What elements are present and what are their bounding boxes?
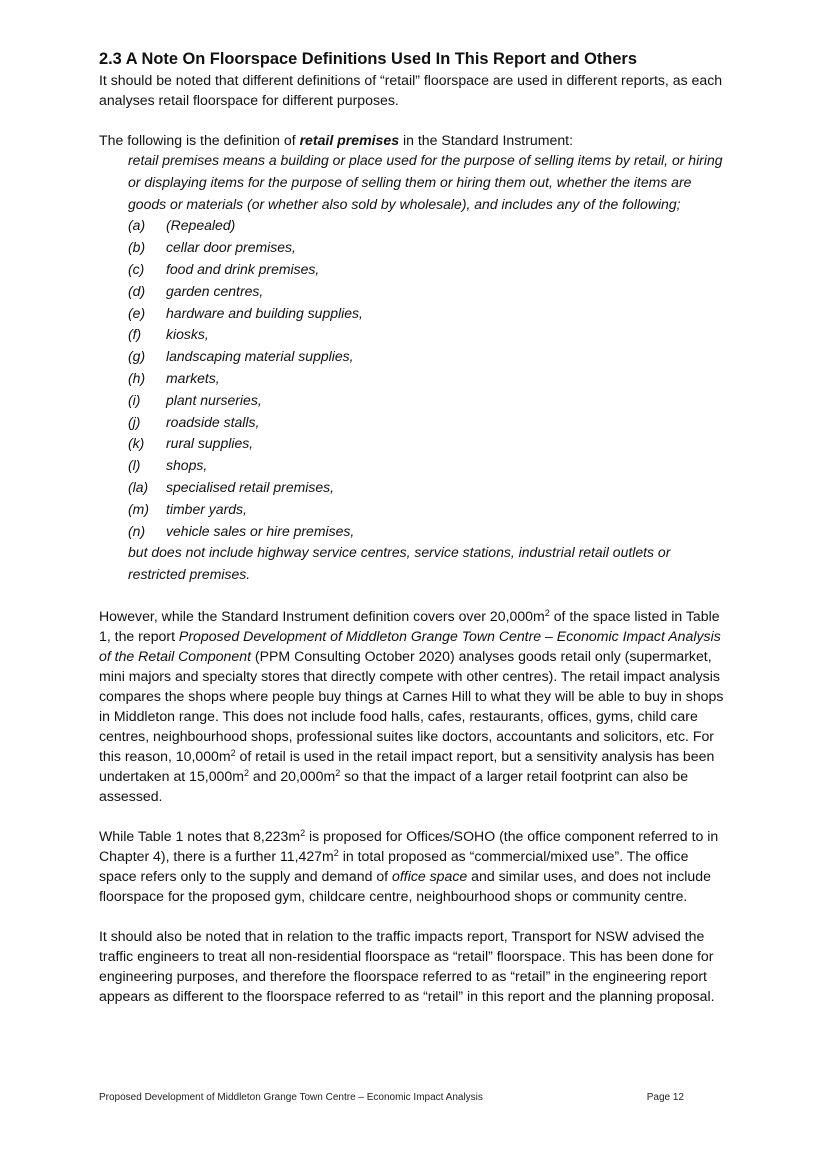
list-item <box>128 412 729 434</box>
list-item-text: food and drink premises, <box>166 260 320 277</box>
page-footer <box>99 1091 684 1104</box>
definition-lead-before: The following is the definition of <box>99 132 300 148</box>
intro-paragraph: It should be noted that different definitions of “retail” floorspace are used in different reports, as each analyses retail floorspace for different purposes. <box>99 72 723 108</box>
list-item-text: landscaping material supplies, <box>166 348 354 365</box>
superscript: 2 <box>333 847 339 858</box>
text-run: so that the impact of a larger retail footprint can also be assessed. <box>99 767 689 804</box>
list-item-text: plant nurseries, <box>166 391 262 408</box>
superscript: 2 <box>335 767 341 778</box>
report-title-italic: Proposed Development of Middleton Grange Town Centre – Economic Impact Analysis of the Retail Component <box>99 627 721 664</box>
list-item-text: kiosks, <box>166 326 209 343</box>
list-item-label: (e) <box>128 304 146 321</box>
text-run: (PPM Consulting October 2020) analyses goods retail only (supermarket, mini majors and specialty stores that directly compete with other centres). The retail impact analysis compares the shops where people buy things at Carnes Hill to what they will be able to buy in shops in Middleton range. This does not include food halls, cafes, restaurants, offices, gyms, child care centres, neighbourhood shops, professional suites like doctors, accountants and solicitors, etc. For this reason, 10,000m <box>99 647 724 764</box>
list-item-text: (Repealed) <box>166 217 236 234</box>
list-item-label: (h) <box>128 369 146 386</box>
footer-title: Proposed Development of Middleton Grange Town Centre – Economic Impact Analysis <box>99 1092 483 1103</box>
list-item-text: cellar door premises, <box>166 239 296 256</box>
list-item-label: (a) <box>128 217 146 234</box>
page-content <box>99 49 729 1006</box>
list-item-text: rural supplies, <box>166 435 254 452</box>
section-heading: 2.3 A Note On Floorspace Definitions Used In This Report and Others <box>99 50 637 68</box>
text-run: of retail is used in the retail impact report, but a sensitivity analysis has been undertaken at 15,000m <box>99 747 715 784</box>
list-item <box>128 346 729 368</box>
definition-closing: but does not include highway service centres, service stations, industrial retail outlets or restricted premises. <box>128 544 671 583</box>
definition-lead-term: retail premises <box>299 132 400 148</box>
list-item-text: timber yards, <box>166 500 247 517</box>
list-item <box>128 237 729 259</box>
list-item <box>128 390 729 412</box>
superscript: 2 <box>544 607 550 618</box>
definition-body: retail premises means a building or place used for the purpose of selling items by retail, or hiring or displaying items for the purpose of selling them or hiring them out, whether the items are goods or materials (or whether also sold by wholesale), and includes any of the following; <box>128 152 723 212</box>
list-item-text: roadside stalls, <box>166 413 260 430</box>
office-space-italic: office space <box>392 867 468 884</box>
definition-lead-after: in the Standard Instrument: <box>399 132 573 148</box>
superscript: 2 <box>243 767 249 778</box>
definition-lead <box>99 130 729 150</box>
list-item-label: (b) <box>128 239 146 256</box>
list-item-label: (g) <box>128 348 146 365</box>
list-item-text: garden centres, <box>166 282 264 299</box>
list-item <box>128 521 729 543</box>
list-item <box>128 368 729 390</box>
superscript: 2 <box>230 747 236 758</box>
traffic-paragraph: It should also be noted that in relation to the traffic impacts report, Transport for NSW advised the traffic engineers to treat all non-residential floorspace as “retail” floorspace. This has been done for engineering purposes, and therefore the floorspace referred to as “retail” in the engineering report appears as different to the floorspace referred to as “retail” in this report and the planning proposal. <box>99 927 715 1004</box>
list-item-label: (l) <box>128 457 141 474</box>
list-item-label: (j) <box>128 413 141 430</box>
list-item <box>128 477 729 499</box>
text-run: While Table 1 notes that 8,223m <box>99 827 301 844</box>
text-run: is proposed for Offices/SOHO (the office component referred to in Chapter 4), there is a further 11,427m <box>99 827 719 864</box>
list-item <box>128 215 729 237</box>
list-item <box>128 281 729 303</box>
list-item-text: shops, <box>166 457 208 474</box>
office-space-paragraph <box>99 826 729 906</box>
text-run: However, while the Standard Instrument definition covers over 20,000m <box>99 607 545 624</box>
list-item-label: (c) <box>128 260 145 277</box>
list-item-text: markets, <box>166 369 220 386</box>
list-item-text: vehicle sales or hire premises, <box>166 522 355 539</box>
list-item-label: (i) <box>128 391 141 408</box>
list-item-text: hardware and building supplies, <box>166 304 363 321</box>
list-item-label: (d) <box>128 282 146 299</box>
list-item-label: (f) <box>128 326 142 343</box>
superscript: 2 <box>300 827 306 838</box>
text-run: of the space listed in Table 1, the report <box>99 607 720 644</box>
text-run: in total proposed as “commercial/mixed use”. The office space refers only to the supply and demand of <box>99 847 689 884</box>
list-item-text: specialised retail premises, <box>166 478 335 495</box>
list-item <box>128 259 729 281</box>
definition-block <box>99 150 729 586</box>
standard-instrument-paragraph <box>99 606 729 806</box>
list-item-label: (la) <box>128 478 149 495</box>
list-item <box>128 324 729 346</box>
list-item-label: (k) <box>128 435 145 452</box>
list-item-label: (n) <box>128 522 146 539</box>
list-item <box>128 433 729 455</box>
definition-list <box>128 215 729 542</box>
text-run: and 20,000m <box>248 767 336 784</box>
list-item-label: (m) <box>128 500 149 517</box>
list-item <box>128 499 729 521</box>
list-item <box>128 303 729 325</box>
list-item <box>128 455 729 477</box>
text-run: and similar uses, and does not include floorspace for the proposed gym, childcare centre, neighbourhood shops or community centre. <box>99 867 711 904</box>
page-number: Page 12 <box>646 1092 684 1103</box>
